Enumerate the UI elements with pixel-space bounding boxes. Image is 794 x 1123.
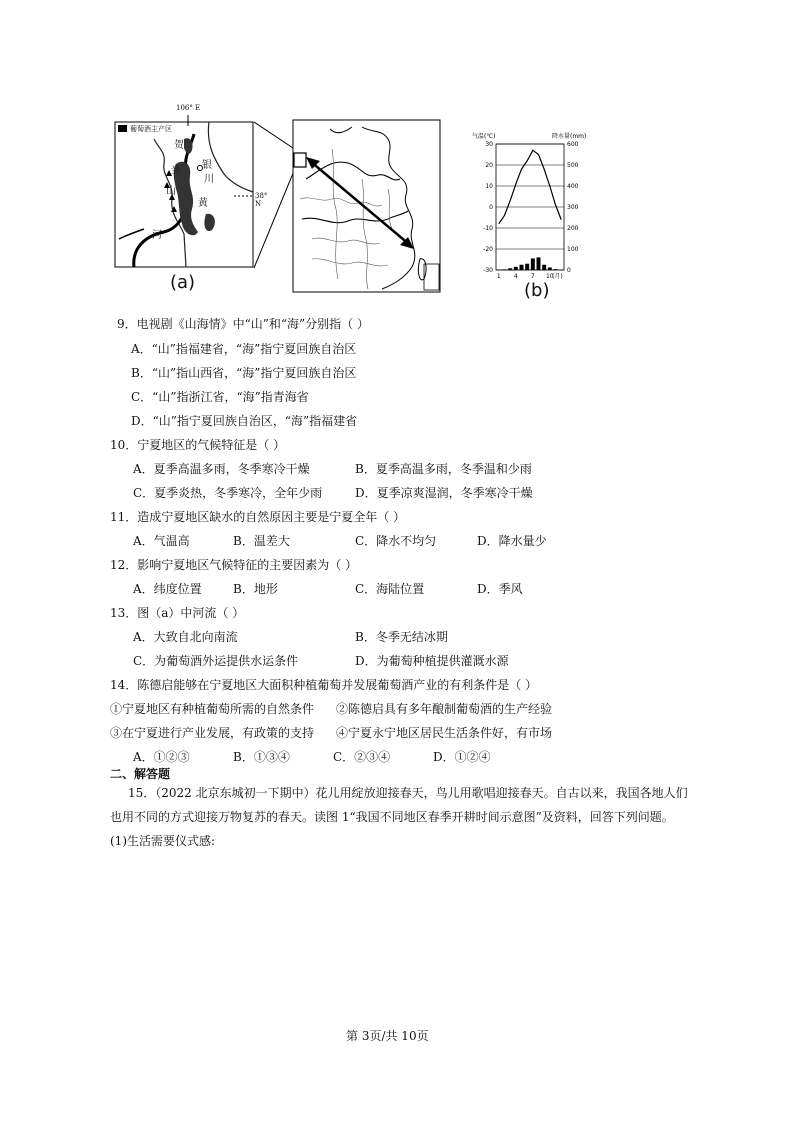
temp-tick-label: 30 [485, 141, 493, 148]
figure-b [472, 130, 612, 306]
precip-tick-label: 0 [567, 267, 571, 274]
right-axis-label: 降水量(mm) [552, 133, 587, 140]
q10-option-c[interactable]: C．夏季炎热，冬季寒冷，全年少雨 [133, 486, 323, 500]
temp-tick-label: 20 [485, 162, 493, 169]
precip-bar [548, 267, 552, 270]
q12-option-b[interactable]: B．地形 [233, 582, 278, 596]
section-heading: 二、解答题 [110, 767, 171, 781]
temp-tick-label: -20 [483, 246, 493, 253]
precip-tick-label: 400 [567, 183, 579, 190]
q15-line-2: 也用不同的方式迎接万物复苏的春天。读图 1“我国不同地区春季开耕时间示意图”及资料，回答下列问题。 [110, 810, 674, 824]
q14-option-c[interactable]: C．②③④ [333, 750, 391, 764]
place-label-chuan: 川 [204, 174, 214, 185]
q13-option-d[interactable]: D．为葡萄种植提供灌溉水源 [355, 654, 509, 668]
q9-option-b[interactable]: B．“山”指山西省，“海”指宁夏回族自治区 [131, 366, 357, 380]
precip-bar [531, 258, 535, 270]
q14-item-2: ②陈德启具有多年酿制葡萄酒的生产经验 [336, 702, 553, 716]
longitude-label: 106° E [176, 104, 201, 112]
q13-option-b[interactable]: B．冬季无结冰期 [355, 630, 448, 644]
q15-subquestion-1: (1)生活需要仪式感: [110, 834, 216, 848]
q10-option-a[interactable]: A．夏季高温多雨，冬季寒冷干燥 [133, 462, 310, 476]
figure-a [114, 104, 268, 294]
precip-tick-label: 500 [567, 162, 579, 169]
q13-stem: 13．图（a）中河流（ ） [110, 606, 245, 620]
left-axis-label: 气温(℃) [472, 133, 496, 140]
q9-option-c[interactable]: C．“山”指浙江省，“海”指青海省 [131, 390, 309, 404]
temp-tick-label: 10 [485, 183, 493, 190]
q14-option-d[interactable]: D．①②④ [433, 750, 491, 764]
place-label-lan: 兰 [170, 166, 180, 177]
q11-stem: 11．造成宁夏地区缺水的自然原因主要是宁夏全年（ ） [110, 510, 406, 524]
page-number: 第 3页/共 10页 [346, 1029, 429, 1043]
temp-tick-label: 0 [489, 204, 493, 211]
place-label-he: 贺 [174, 140, 184, 151]
legend-label: 葡萄酒主产区 [130, 125, 172, 133]
precip-bar [554, 269, 558, 270]
precip-bar [542, 265, 546, 270]
q9-option-a[interactable]: A．“山”指福建省，“海”指宁夏回族自治区 [131, 342, 357, 356]
q14-item-4: ④宁夏永宁地区居民生活条件好，有市场 [336, 726, 553, 740]
q12-stem: 12．影响宁夏地区气候特征的主要因素为（ ） [110, 558, 358, 572]
q9-stem: 9．电视剧《山海情》中“山”和“海”分别指（ ） [117, 317, 369, 331]
precip-bar [508, 268, 512, 270]
x-tick-label: 4 [513, 273, 518, 280]
precip-tick-label: 300 [567, 204, 579, 211]
q14-stem: 14．陈德启能够在宁夏地区大面积种植葡萄并发展葡萄酒产业的有利条件是（ ） [110, 678, 538, 692]
q13-option-a[interactable]: A．大致自北向南流 [133, 630, 238, 644]
climate-chart [472, 130, 612, 280]
figure-b-caption: (b) [524, 280, 550, 301]
q12-option-d[interactable]: D．季风 [477, 582, 523, 596]
latitude-label: 38° N [255, 192, 268, 208]
temperature-line [499, 150, 561, 224]
precip-bar [537, 257, 541, 270]
place-label-yin: 银 [202, 160, 212, 171]
precip-tick-label: 600 [567, 141, 579, 148]
q10-option-b[interactable]: B．夏季高温多雨，冬季温和少雨 [355, 462, 532, 476]
q10-stem: 10．宁夏地区的气候特征是（ ） [110, 438, 286, 452]
q11-option-a[interactable]: A．气温高 [133, 534, 190, 548]
precip-tick-label: 100 [567, 246, 579, 253]
x-tick-label: 10 [546, 273, 554, 280]
q11-option-c[interactable]: C．降水不均匀 [355, 534, 437, 548]
q10-option-d[interactable]: D．夏季凉爽湿润，冬季寒冷干燥 [355, 486, 533, 500]
place-label-huang: 黄 [198, 198, 208, 209]
q15-line-1: 15．（2022 北京东城初一下期中）花儿用绽放迎接春天，鸟儿用歌唱迎接春天。自古以来，我国各地人们 [128, 786, 688, 800]
q12-option-a[interactable]: A．纬度位置 [133, 582, 202, 596]
q14-option-b[interactable]: B．①③④ [233, 750, 290, 764]
temp-tick-label: -10 [483, 225, 493, 232]
q14-option-a[interactable]: A．①②③ [133, 750, 190, 764]
precip-bar [520, 265, 524, 270]
q11-option-d[interactable]: D．降水量少 [477, 534, 547, 548]
q13-option-c[interactable]: C．为葡萄酒外运提供水运条件 [133, 654, 299, 668]
q14-item-1: ①宁夏地区有种植葡萄所需的自然条件 [110, 702, 315, 716]
q11-option-b[interactable]: B．温差大 [233, 534, 290, 548]
precip-tick-label: 200 [567, 225, 579, 232]
q12-option-c[interactable]: C．海陆位置 [355, 582, 425, 596]
legend-swatch [118, 125, 127, 132]
x-unit-label: (月) [552, 273, 563, 280]
temp-tick-label: -30 [483, 267, 493, 274]
figure-a-caption: (a) [170, 272, 196, 293]
china-map-drawing [292, 119, 442, 294]
precip-bar [525, 264, 529, 270]
x-tick-label: 7 [530, 273, 535, 280]
precip-bar [503, 269, 507, 270]
place-label-river: 河 [152, 230, 162, 241]
china-map [292, 119, 442, 294]
place-label-shan: 山 [166, 186, 176, 197]
x-tick-label: 1 [496, 273, 501, 280]
q9-option-d[interactable]: D．“山”指宁夏回族自治区，“海”指福建省 [131, 414, 358, 428]
precip-bar [514, 267, 518, 270]
q14-item-3: ③在宁夏进行产业发展，有政策的支持 [110, 726, 315, 740]
